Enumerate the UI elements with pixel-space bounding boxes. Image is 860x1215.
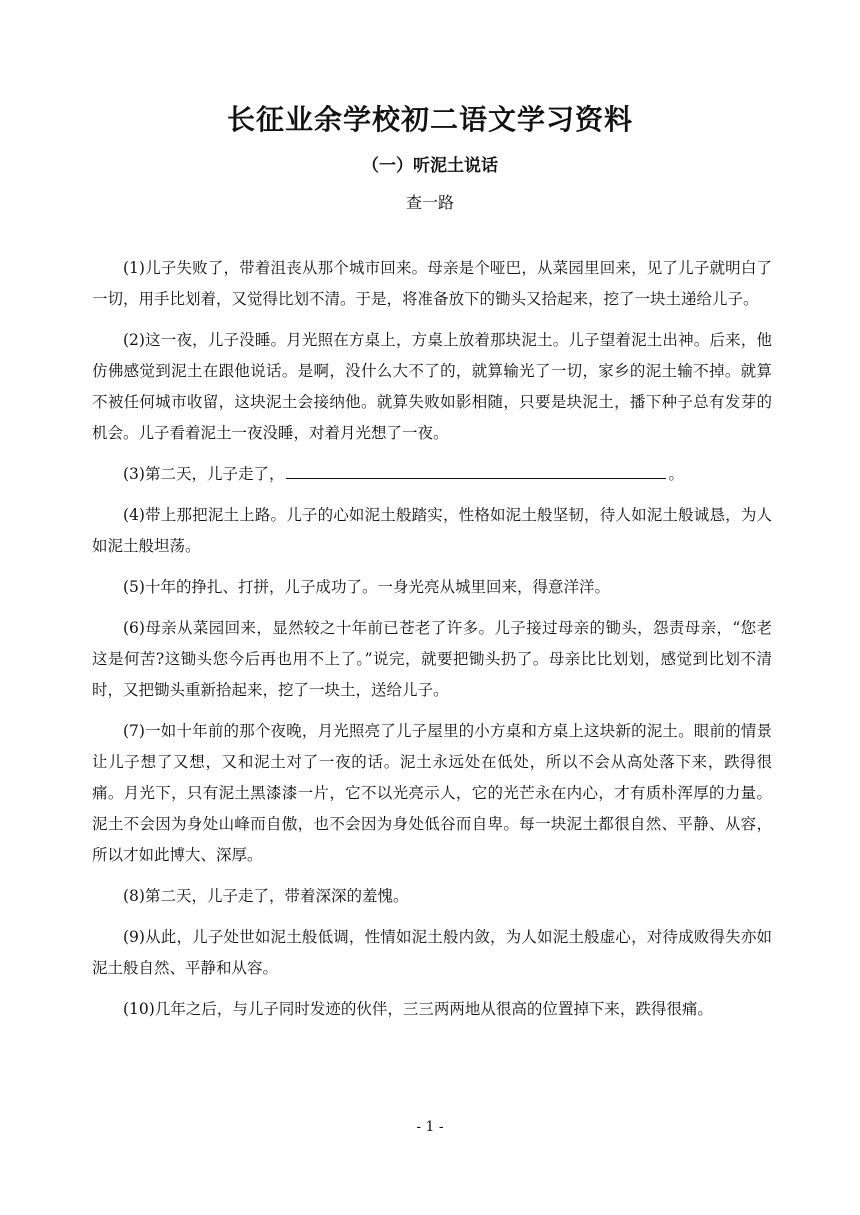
paragraph-1: (1)儿子失败了，带着沮丧从那个城市回来。母亲是个哑巴，从菜园里回来，见了儿子就明白了一切，用手比划着，又觉得比划不清。于是，将准备放下的锄头又拾起来，挖了一块土递给儿子。 — [92, 259, 772, 308]
document-title: 长征业余学校初二语文学习资料 — [226, 103, 633, 136]
paragraph-6: (6)母亲从菜园回来，显然较之十年前已苍老了许多。儿子接过母亲的锄头，怨责母亲，“您老这是何苦?这锄头您今后再也用不上了。”说完，就要把锄头扔了。母亲比比划划，感觉到比划不清时，又把锄头重新拾起来，挖了一块土，送给儿子。 — [92, 619, 772, 699]
article-body — [92, 253, 772, 1035]
paragraph-4: (4)带上那把泥土上路。儿子的心如泥土般踏实，性格如泥土般坚韧，待人如泥土般诚恳，为人如泥土般坦荡。 — [92, 506, 772, 555]
paragraph-3 — [92, 459, 772, 490]
paragraph-5: (5)十年的挣扎、打拼，儿子成功了。一身光亮从城里回来，得意洋洋。 — [123, 578, 610, 596]
paragraph-7: (7)一如十年前的那个夜晚，月光照亮了儿子屋里的小方桌和方桌上这块新的泥土。眼前的情景让儿子想了又想，又和泥土对了一夜的话。泥土永远处在低处，所以不会从高处落下来，跌得很痛。月光下，只有泥土黑漆漆一片，它不以光亮示人，它的光芒永在内心，才有质朴浑厚的力量。泥土不会因为身处山峰而自傲，也不会因为身处低谷而自卑。每一块泥土都很自然、平静、从容，所以才如此博大、深厚。 — [92, 722, 772, 864]
section-heading: （一）听泥土说话 — [362, 156, 498, 176]
paragraph-10: (10)几年之后，与儿子同时发迹的伙伴，三三两两地从很高的位置掉下来，跌得很痛。 — [123, 1000, 713, 1018]
page-number: - 1 - — [416, 1119, 444, 1135]
paragraph-3-text: (3)第二天，儿子走了， — [123, 465, 285, 483]
paragraph-2: (2)这一夜，儿子没睡。月光照在方桌上，方桌上放着那块泥土。儿子望着泥土出神。后来，他仿佛感觉到泥土在跟他说话。是啊，没什么大不了的，就算输光了一切，家乡的泥土输不掉。就算不被任何城市收留，这块泥土会接纳他。就算失败如影相随，只要是块泥土，播下种子总有发芽的机会。儿子看着泥土一夜没睡，对着月光想了一夜。 — [92, 331, 772, 442]
paragraph-9: (9)从此，儿子处世如泥土般低调，性情如泥土般内敛，为人如泥土般虚心，对待成败得失亦如泥土般自然、平静和从容。 — [92, 928, 772, 977]
paragraph-8: (8)第二天，儿子走了，带着深深的羞愧。 — [123, 887, 409, 905]
author-name: 查一路 — [405, 193, 454, 212]
paragraph-3-end: 。 — [668, 465, 684, 483]
fill-in-blank — [286, 460, 666, 479]
